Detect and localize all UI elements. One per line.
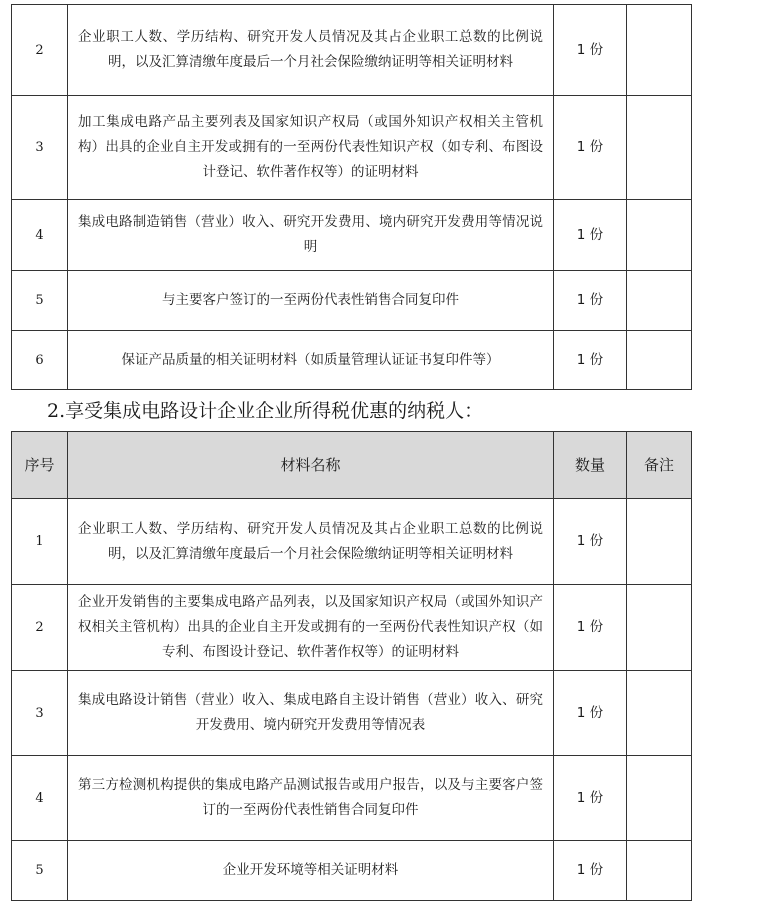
row-number: 2 xyxy=(12,585,68,671)
materials-table-1 xyxy=(11,4,692,390)
material-name: 集成电路制造销售（营业）收入、研究开发费用、境内研究开发费用等情况说明 xyxy=(68,200,554,271)
row-number: 5 xyxy=(12,841,68,901)
row-number: 4 xyxy=(12,200,68,271)
quantity: 1 份 xyxy=(554,671,627,756)
section-heading: 2.享受集成电路设计企业企业所得税优惠的纳税人： xyxy=(47,400,484,422)
note xyxy=(627,5,692,96)
material-name: 第三方检测机构提供的集成电路产品测试报告或用户报告，以及与主要客户签订的一至两份代表性销售合同复印件 xyxy=(68,756,554,841)
materials-table-2 xyxy=(11,431,692,901)
table-row xyxy=(12,756,692,841)
note xyxy=(627,200,692,271)
note xyxy=(627,671,692,756)
table-row xyxy=(12,841,692,901)
material-name: 企业开发环境等相关证明材料 xyxy=(68,841,554,901)
note xyxy=(627,585,692,671)
material-name: 企业开发销售的主要集成电路产品列表，以及国家知识产权局（或国外知识产权相关主管机构）出具的企业自主开发或拥有的一至两份代表性知识产权（如专利、布图设计登记、软件著作权等）的证明材料 xyxy=(68,585,554,671)
row-number: 4 xyxy=(12,756,68,841)
quantity: 1 份 xyxy=(554,5,627,96)
row-number: 1 xyxy=(12,499,68,585)
material-name: 企业职工人数、学历结构、研究开发人员情况及其占企业职工总数的比例说明，以及汇算清缴年度最后一个月社会保险缴纳证明等相关证明材料 xyxy=(68,499,554,585)
material-name: 加工集成电路产品主要列表及国家知识产权局（或国外知识产权相关主管机构）出具的企业自主开发或拥有的一至两份代表性知识产权（如专利、布图设计登记、软件著作权等）的证明材料 xyxy=(68,96,554,200)
material-name: 与主要客户签订的一至两份代表性销售合同复印件 xyxy=(68,271,554,331)
table-row xyxy=(12,96,692,200)
row-number: 2 xyxy=(12,5,68,96)
quantity: 1 份 xyxy=(554,331,627,390)
quantity: 1 份 xyxy=(554,499,627,585)
note xyxy=(627,841,692,901)
table-row xyxy=(12,671,692,756)
header-material-name: 材料名称 xyxy=(68,432,554,499)
quantity: 1 份 xyxy=(554,200,627,271)
quantity: 1 份 xyxy=(554,756,627,841)
material-name: 企业职工人数、学历结构、研究开发人员情况及其占企业职工总数的比例说明，以及汇算清缴年度最后一个月社会保险缴纳证明等相关证明材料 xyxy=(68,5,554,96)
quantity: 1 份 xyxy=(554,841,627,901)
row-number: 5 xyxy=(12,271,68,331)
table-row xyxy=(12,200,692,271)
material-name: 保证产品质量的相关证明材料（如质量管理认证证书复印件等） xyxy=(68,331,554,390)
table-row xyxy=(12,585,692,671)
table-header-row xyxy=(12,432,692,499)
table-row xyxy=(12,331,692,390)
quantity: 1 份 xyxy=(554,271,627,331)
note xyxy=(627,271,692,331)
note xyxy=(627,756,692,841)
note xyxy=(627,331,692,390)
header-quantity: 数量 xyxy=(554,432,627,499)
table-row xyxy=(12,499,692,585)
table-row xyxy=(12,5,692,96)
table-row xyxy=(12,271,692,331)
header-number: 序号 xyxy=(12,432,68,499)
row-number: 6 xyxy=(12,331,68,390)
note xyxy=(627,96,692,200)
header-note: 备注 xyxy=(627,432,692,499)
row-number: 3 xyxy=(12,671,68,756)
note xyxy=(627,499,692,585)
row-number: 3 xyxy=(12,96,68,200)
quantity: 1 份 xyxy=(554,585,627,671)
material-name: 集成电路设计销售（营业）收入、集成电路自主设计销售（营业）收入、研究开发费用、境内研究开发费用等情况表 xyxy=(68,671,554,756)
quantity: 1 份 xyxy=(554,96,627,200)
